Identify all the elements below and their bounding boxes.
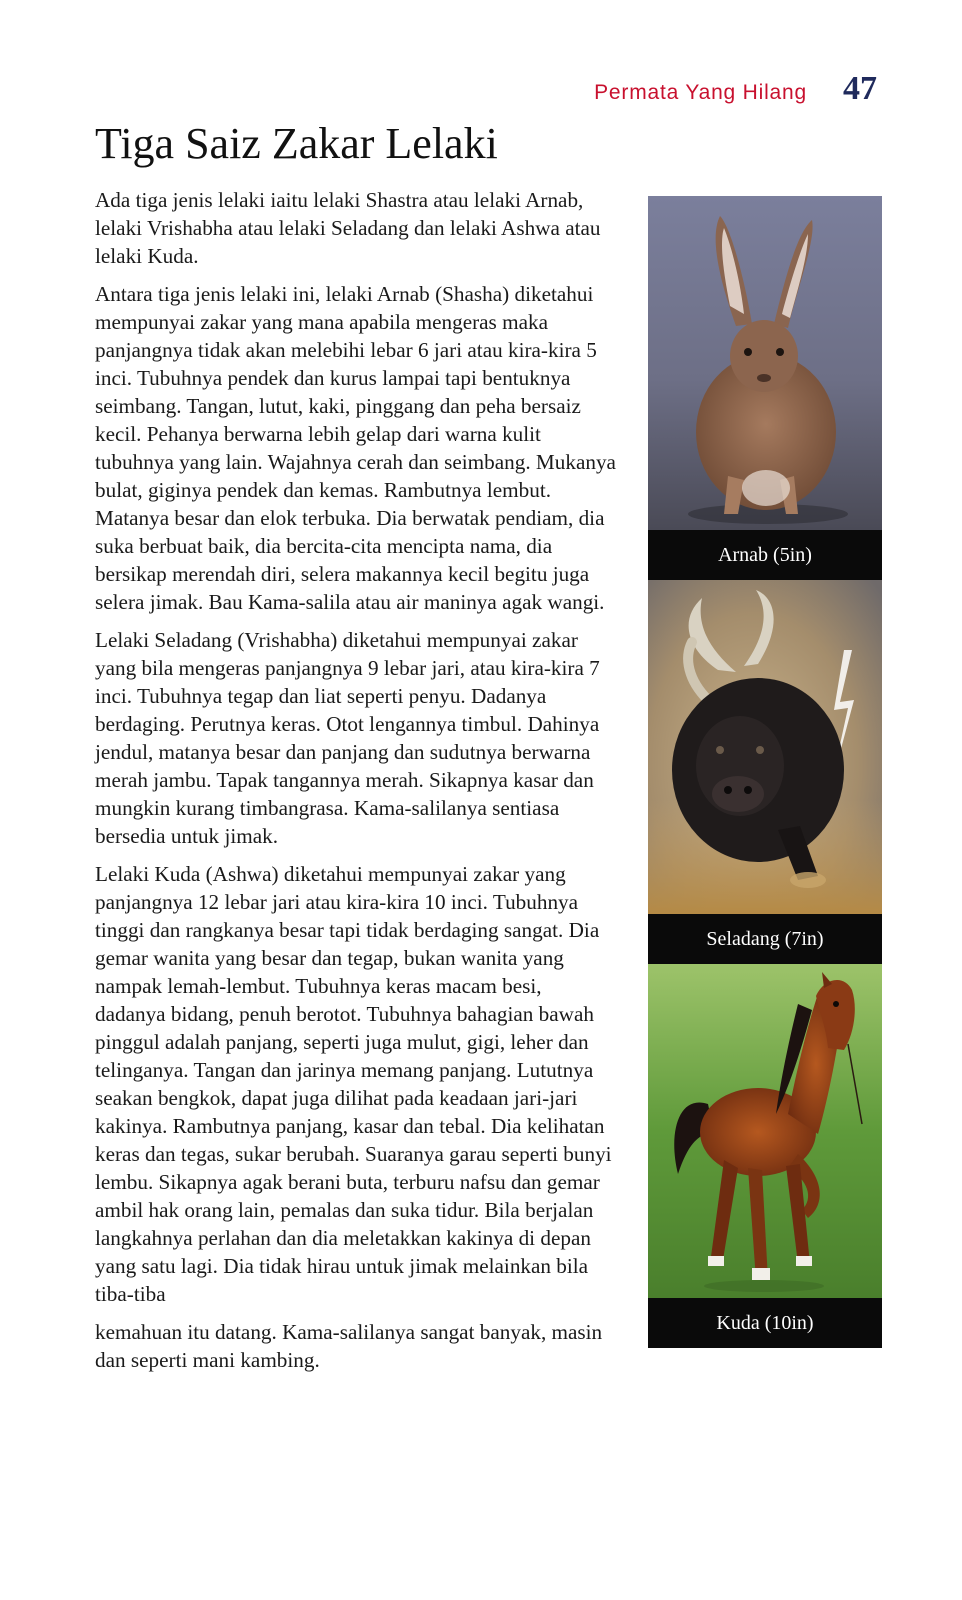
page-number: 47 xyxy=(843,70,877,107)
paragraph-seladang: Lelaki Seladang (Vrishabha) diketahui mempunyai zakar yang bila mengeras panjangnya 9 lebar jari, atau kira-kira 7 inci. Tubuhnya tegap dan liat seperti penyu. Dadanya berdaging. Perutnya keras. Otot lengannya timbul. Dahinya jendul, matanya besar dan panjang dan sudutnya berwarna merah jambu. Tapak tangannya merah. Sikapnya kasar dan mungkin kurang timbangrasa. Kama-salilanya sentiasa bersedia untuk jimak. xyxy=(95,628,600,848)
book-title: Permata Yang Hilang xyxy=(594,81,807,104)
hare-photo-icon xyxy=(648,196,882,530)
paragraph-kuda-cont: kemahuan itu datang. Kama-salilanya sangat banyak, masin dan seperti mani kambing. xyxy=(95,1320,603,1372)
figure-arnab xyxy=(648,196,882,580)
paragraph-intro: Ada tiga jenis lelaki iaitu lelaki Shastra atau lelaki Arnab, lelaki Vrishabha atau lelaki Seladang dan lelaki Ashwa atau lelaki Kuda. xyxy=(95,188,601,268)
caption-seladang: Seladang (7in) xyxy=(648,914,882,964)
figure-kuda xyxy=(648,964,882,1348)
chapter-title: Tiga Saiz Zakar Lelaki xyxy=(95,119,498,168)
paragraph-arnab: Antara tiga jenis lelaki ini, lelaki Arnab (Shasha) diketahui mempunyai zakar yang mana apabila mengeras maka panjangnya tidak akan melebihi lebar 6 jari atau kira-kira 5 inci. Tubuhnya pendek dan kurus lampai tapi bentuknya seimbang. Tangan, lutut, kaki, pinggang dan peha bersaiz kecil. Pehanya berwarna lebih gelap dari warna kulit tubuhnya yang lain. Wajahnya cerah dan seimbang. Mukanya bulat, giginya pendek dan kemas. Rambutnya lembut. Matanya besar dan elok terbuka. Dia berwatak pendiam, dia suka berbuat baik, dia bercita-cita mencipta nama, dia bersikap merendah diri, selera makannya kecil begitu juga selera jimak. Bau Kama-salila atau air maninya agak wangi. xyxy=(95,282,616,614)
page-header xyxy=(0,70,877,108)
paragraph-kuda: Lelaki Kuda (Ashwa) diketahui mempunyai zakar yang panjangnya 12 lebar jari atau kira-kira 10 inci. Tubuhnya tinggi dan rangkanya besar tapi tidak berdaging sangat. Dia gemar wanita yang besar dan tegap, bukan wanita yang nampak lemah-lembut. Tubuhnya keras macam besi, dadanya bidang, penuh berotot. Tubuhnya bahagian bawah pinggul adalah panjang, seperti juga mulut, gigi, leher dan telinganya. Tangan dan jarinya memang panjang. Lututnya seakan bengkok, dapat juga dilihat pada keadaan jari-jari kakinya. Rambutnya panjang, kasar dan tebal. Dia kelihatan keras dan tegas, sukar berubah. Suaranya garau seperti bunyi lembu. Sikapnya agak berani buta, terburu nafsu dan gemar ambil hak orang lain, pemalas dan suka tidur. Bila berjalan langkahnya perlahan dan dia meletakkan kakinya di depan yang satu lagi. Dia tidak hirau untuk jimak melainkan bila tiba-tiba xyxy=(95,862,612,1306)
caption-kuda: Kuda (10in) xyxy=(648,1298,882,1348)
bull-photo-icon xyxy=(648,580,882,914)
animal-figure-strip xyxy=(648,196,882,1348)
figure-seladang xyxy=(648,580,882,964)
horse-photo-icon xyxy=(648,964,882,1298)
caption-arnab: Arnab (5in) xyxy=(648,530,882,580)
